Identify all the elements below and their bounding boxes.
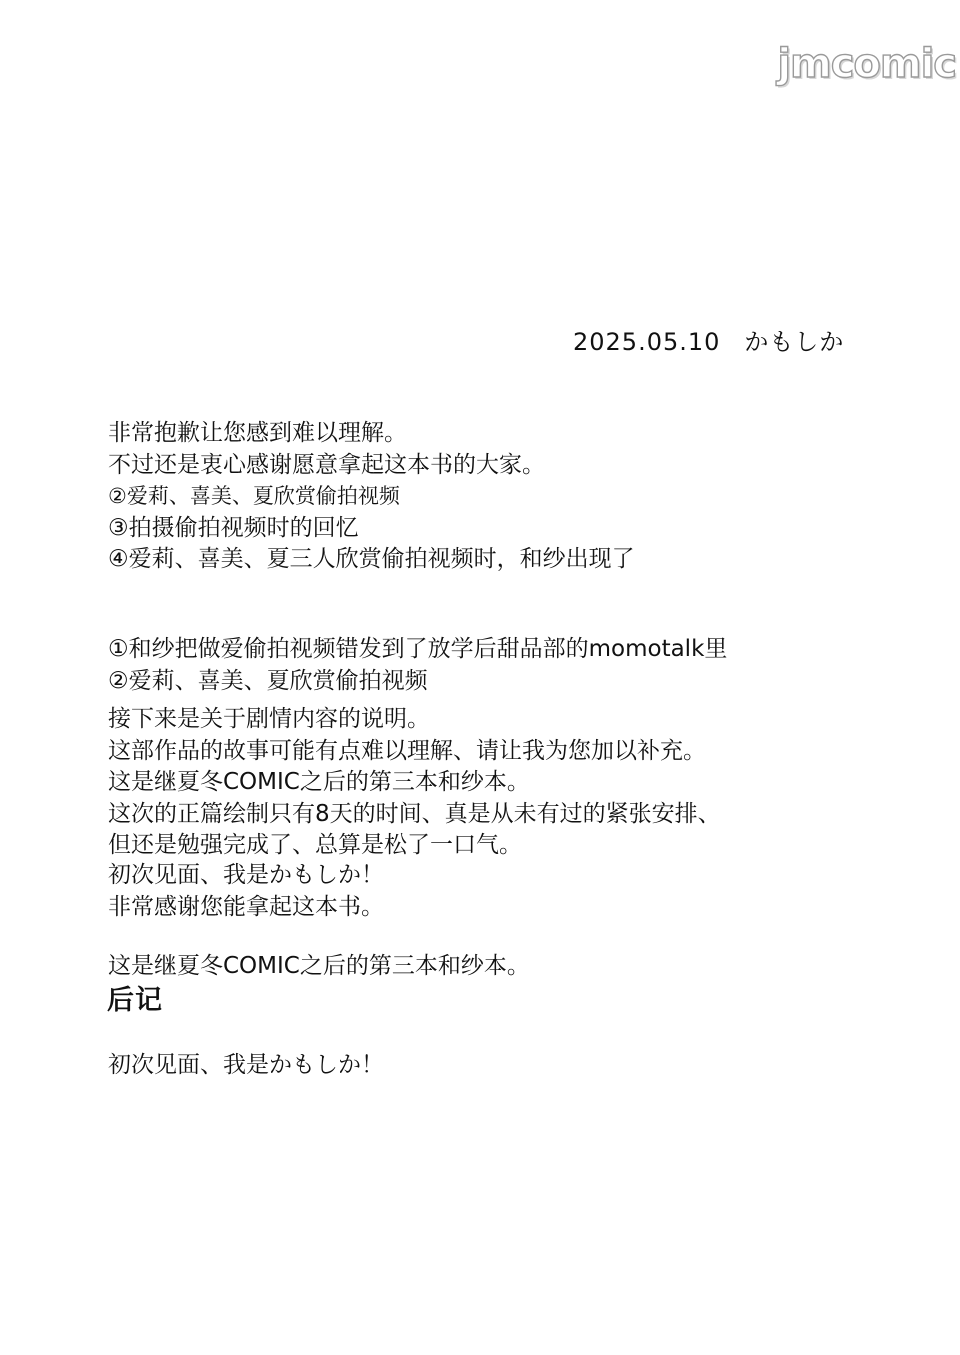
text-line: ②爱莉、喜美、夏欣赏偷拍视频 bbox=[108, 484, 400, 508]
afterword-heading: 后记 bbox=[107, 985, 163, 1016]
cut-text-strip bbox=[108, 951, 530, 979]
text-line: 非常感谢您能拿起这本书。 bbox=[108, 893, 384, 920]
text-line: 但还是勉强完成了、总算是松了一口气。 bbox=[108, 832, 522, 858]
text-line: 不过还是衷心感谢愿意拿起这本书的大家。 bbox=[108, 451, 545, 478]
items-paragraph-cut bbox=[108, 634, 728, 694]
text-line: 这是继夏冬COMIC之后的第三本和纱本。 bbox=[108, 769, 530, 795]
signature bbox=[573, 322, 844, 357]
cut-text-strip-bottom bbox=[108, 1050, 384, 1078]
signature-author: かもしか bbox=[744, 328, 845, 356]
explanation-paragraph bbox=[108, 704, 721, 862]
greeting-paragraph bbox=[108, 860, 384, 923]
text-line-cut: 初次见面、我是かもしか！ bbox=[108, 1052, 384, 1078]
text-line: ④爱莉、喜美、夏三人欣赏偷拍视频时，和纱出现了 bbox=[108, 546, 635, 572]
text-line-cut: 这是继夏冬COMIC之后的第三本和纱本。 bbox=[108, 953, 530, 979]
text-line-cut: ②爱莉、喜美、夏欣赏偷拍视频 bbox=[108, 667, 428, 694]
apology-paragraph bbox=[108, 418, 635, 576]
text-line: ③拍摄偷拍视频时的回忆 bbox=[108, 514, 359, 541]
text-line: 这次的正篇绘制只有8天的时间、真是从未有过的紧张安排、 bbox=[108, 800, 721, 827]
text-line: 非常抱歉让您感到难以理解。 bbox=[108, 420, 407, 446]
watermark-logo: jmcomic bbox=[777, 41, 956, 87]
signature-date: 2025.05.10 bbox=[573, 328, 721, 356]
text-line: ①和纱把做爱偷拍视频错发到了放学后甜品部的momotalk里 bbox=[108, 636, 728, 662]
text-line: 接下来是关于剧情内容的说明。 bbox=[108, 706, 430, 732]
text-line: 初次见面、我是かもしか！ bbox=[108, 862, 384, 888]
text-line: 这部作品的故事可能有点难以理解、请让我为您加以补充。 bbox=[108, 737, 706, 764]
